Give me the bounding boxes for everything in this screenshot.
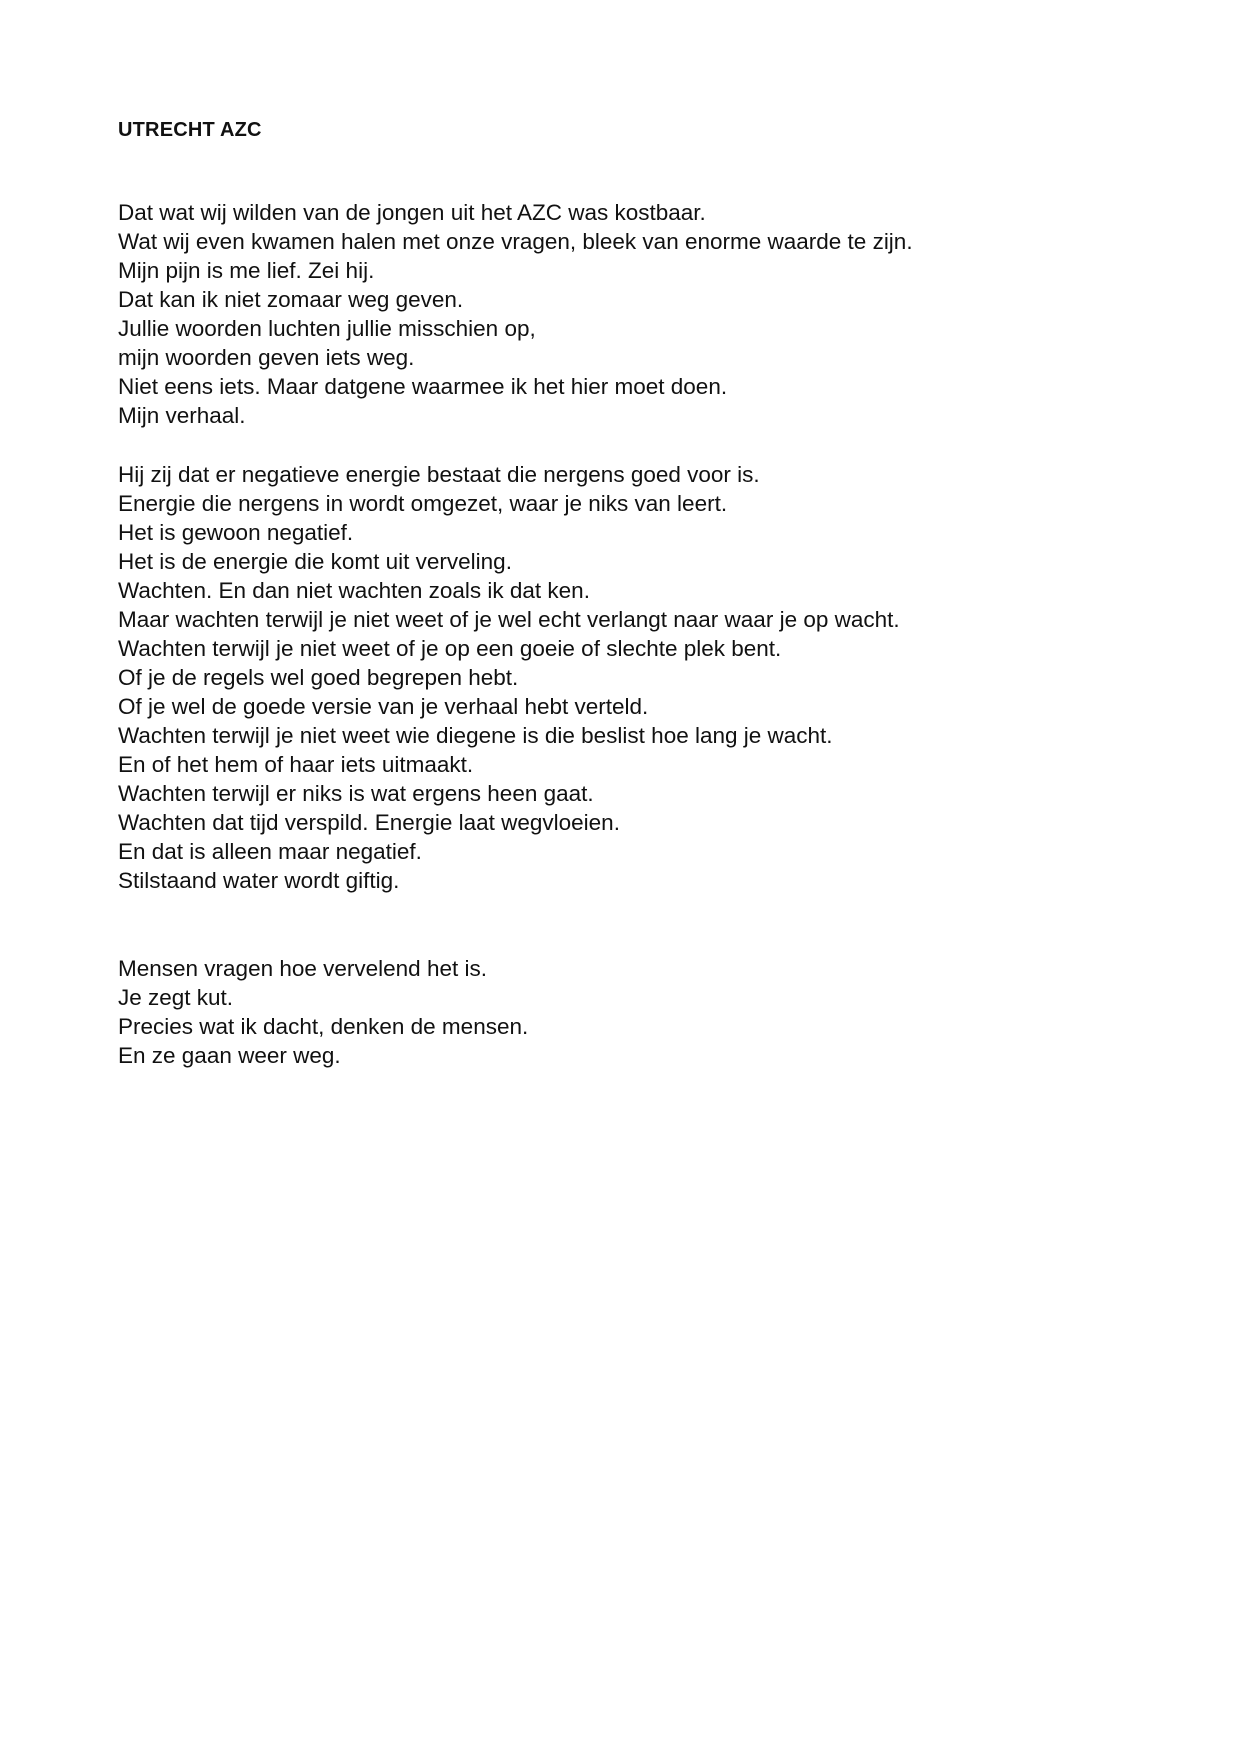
- poem-line: Wat wij even kwamen halen met onze vragen, bleek van enorme waarde te zijn.: [118, 229, 913, 254]
- poem-line: Stilstaand water wordt giftig.: [118, 868, 400, 893]
- poem-line: Wachten terwijl er niks is wat ergens heen gaat.: [118, 781, 594, 806]
- poem-line: Hij zij dat er negatieve energie bestaat die nergens goed voor is.: [118, 462, 760, 487]
- poem-line: Maar wachten terwijl je niet weet of je wel echt verlangt naar waar je op wacht.: [118, 607, 900, 632]
- stanza: [118, 198, 913, 430]
- poem-line: Het is gewoon negatief.: [118, 520, 354, 545]
- poem-line: Wachten dat tijd verspild. Energie laat wegvloeien.: [118, 810, 620, 835]
- stanza: [118, 460, 900, 895]
- poem-line: Wachten. En dan niet wachten zoals ik dat ken.: [118, 578, 590, 603]
- poem-line: Mensen vragen hoe vervelend het is.: [118, 956, 487, 981]
- poem-line: Of je wel de goede versie van je verhaal hebt verteld.: [118, 694, 649, 719]
- poem-line: Niet eens iets. Maar datgene waarmee ik het hier moet doen.: [118, 374, 728, 399]
- poem-line: Mijn pijn is me lief. Zei hij.: [118, 258, 375, 283]
- poem-line: Mijn verhaal.: [118, 403, 246, 428]
- document-title: UTRECHT AZC: [118, 119, 262, 141]
- stanza: [118, 954, 528, 1070]
- poem-line: Wachten terwijl je niet weet of je op een goeie of slechte plek bent.: [118, 636, 782, 661]
- poem-line: En dat is alleen maar negatief.: [118, 839, 422, 864]
- poem-line: Energie die nergens in wordt omgezet, waar je niks van leert.: [118, 491, 728, 516]
- poem-line: Dat kan ik niet zomaar weg geven.: [118, 287, 464, 312]
- poem-line: En of het hem of haar iets uitmaakt.: [118, 752, 474, 777]
- poem-line: Wachten terwijl je niet weet wie diegene is die beslist hoe lang je wacht.: [118, 723, 833, 748]
- poem-line: En ze gaan weer weg.: [118, 1043, 341, 1068]
- poem-line: Het is de energie die komt uit verveling.: [118, 549, 512, 574]
- poem-line: Jullie woorden luchten jullie misschien op,: [118, 316, 536, 341]
- poem-line: Precies wat ik dacht, denken de mensen.: [118, 1014, 529, 1039]
- poem-line: Of je de regels wel goed begrepen hebt.: [118, 665, 519, 690]
- poem-line: Dat wat wij wilden van de jongen uit het AZC was kostbaar.: [118, 200, 706, 225]
- poem-line: mijn woorden geven iets weg.: [118, 345, 415, 370]
- poem-line: Je zegt kut.: [118, 985, 234, 1010]
